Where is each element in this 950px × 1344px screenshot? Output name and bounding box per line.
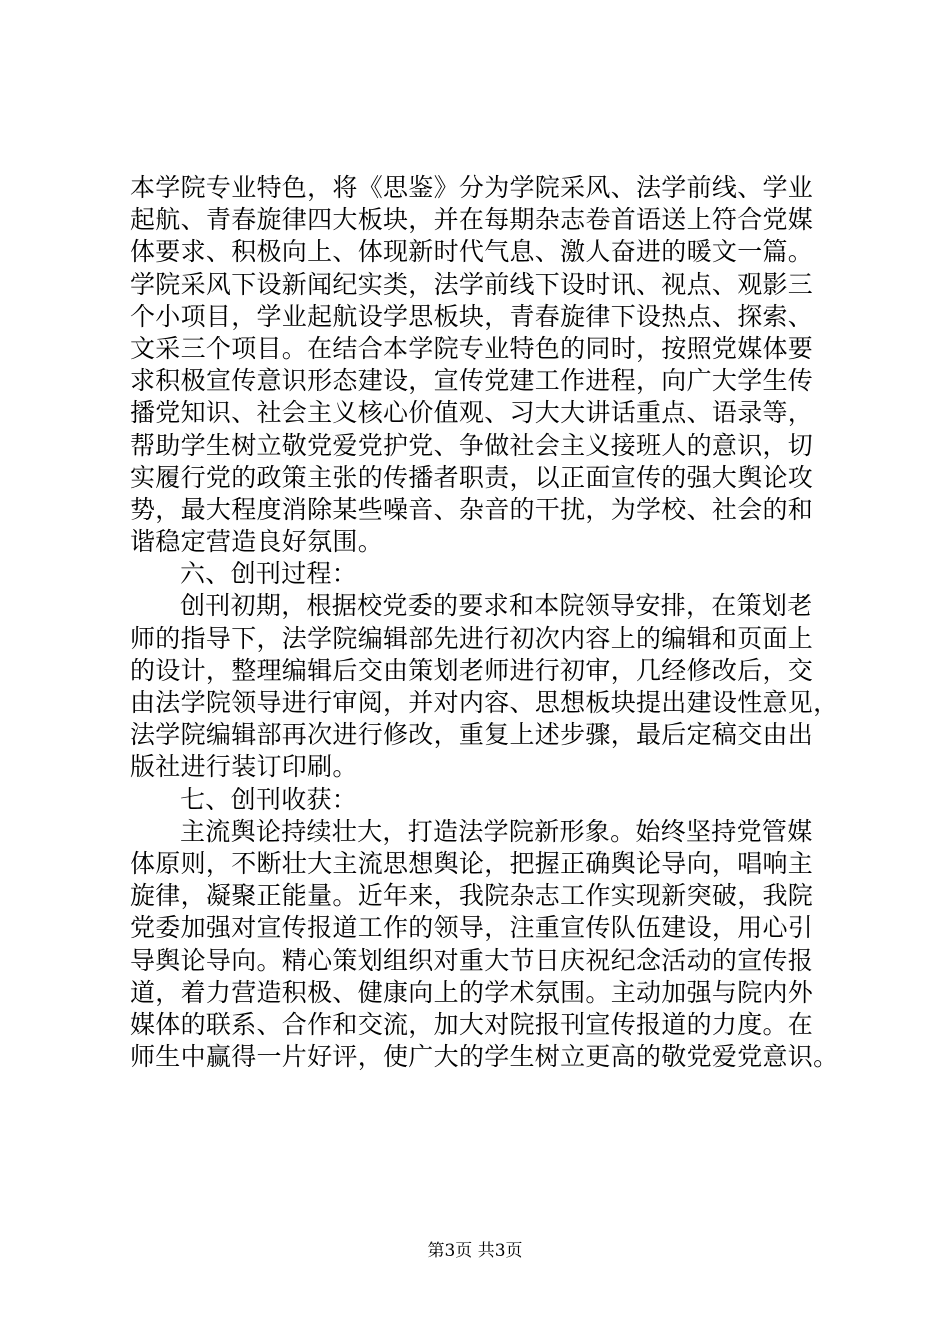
- text-line: 道，着力营造积极、健康向上的学术氛围。主动加强与院内外: [130, 977, 814, 1007]
- text-line: 由法学院领导进行审阅，并对内容、思想板块提出建设性意见，: [130, 688, 839, 717]
- text-line: 文采三个项目。在结合本学院专业特色的同时，按照党媒体要: [130, 333, 814, 363]
- text-line: 本学院专业特色，将《思鉴》分为学院采风、法学前线、学业: [130, 173, 814, 202]
- text-line: 党委加强对宣传报道工作的领导，注重宣传队伍建设，用心引: [130, 913, 814, 943]
- text-line: 谐稳定营造良好氛围。: [130, 527, 384, 557]
- text-line: 七、创刊收获：: [180, 784, 358, 814]
- text-line: 旋律，凝聚正能量。近年来，我院杂志工作实现新突破，我院: [130, 881, 814, 911]
- text-line: 帮助学生树立敬党爱党护党、争做社会主义接班人的意识，切: [130, 430, 814, 460]
- text-line: 主流舆论持续壮大，打造法学院新形象。始终坚持党管媒: [180, 816, 813, 846]
- text-line: 媒体的联系、合作和交流，加大对院报刊宣传报道的力度。在: [130, 1009, 814, 1039]
- text-line: 实履行党的政策主张的传播者职责，以正面宣传的强大舆论攻: [130, 462, 814, 492]
- text-line: 创刊初期，根据校党委的要求和本院领导安排，在策划老: [180, 591, 813, 621]
- text-line: 师生中赢得一片好评，使广大的学生树立更高的敬党爱党意识。: [130, 1042, 839, 1072]
- text-line: 求积极宣传意识形态建设，宣传党建工作进程，向广大学生传: [130, 366, 814, 396]
- text-line: 六、创刊过程：: [180, 559, 358, 589]
- text-line: 体要求、积极向上、体现新时代气息、激人奋进的暖文一篇。: [130, 237, 814, 267]
- text-line: 起航、青春旋律四大板块，并在每期杂志卷首语送上符合党媒: [130, 205, 814, 235]
- text-line: 学院采风下设新闻纪实类，法学前线下设时讯、视点、观影三: [130, 269, 814, 299]
- text-line: 体原则，不断壮大主流思想舆论，把握正确舆论导向，唱响主: [130, 848, 814, 878]
- text-line: 播党知识、社会主义核心价值观、习大大讲话重点、语录等，: [130, 398, 814, 428]
- page-footer: 第3页 共3页: [427, 1241, 523, 1261]
- text-line: 法学院编辑部再次进行修改，重复上述步骤，最后定稿交由出: [130, 720, 814, 750]
- text-line: 势，最大程度消除某些噪音、杂音的干扰，为学校、社会的和: [130, 494, 814, 524]
- text-line: 版社进行装订印刷。: [130, 752, 358, 782]
- document-body: [130, 172, 839, 1073]
- text-line: 师的指导下，法学院编辑部先进行初次内容上的编辑和页面上: [130, 623, 814, 653]
- text-line: 个小项目，学业起航设学思板块，青春旋律下设热点、探索、: [130, 301, 814, 331]
- text-line: 的设计，整理编辑后交由策划老师进行初审，几经修改后，交: [130, 655, 814, 685]
- text-line: 导舆论导向。精心策划组织对重大节日庆祝纪念活动的宣传报: [130, 945, 814, 975]
